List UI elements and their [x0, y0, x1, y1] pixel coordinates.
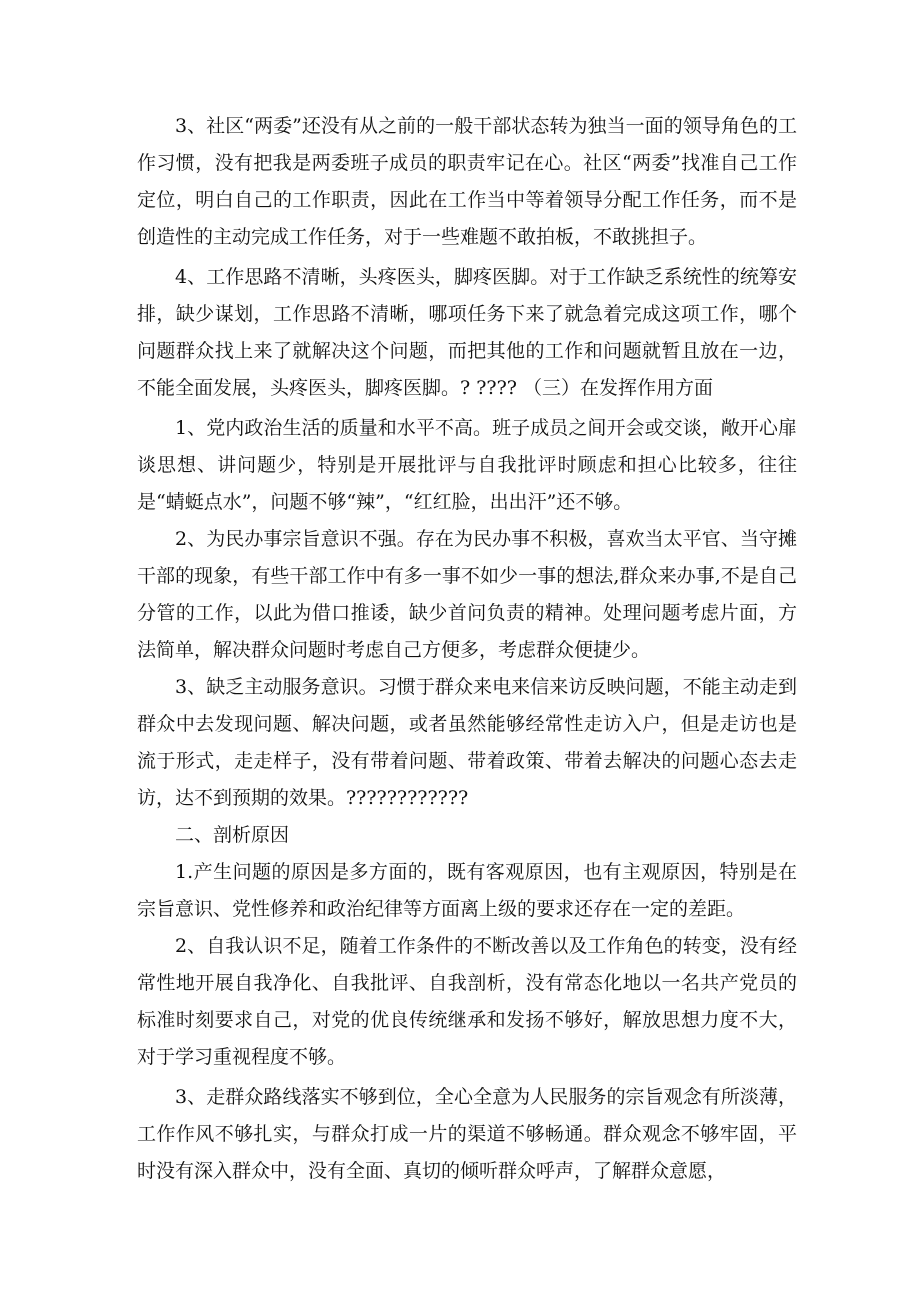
paragraph-3: 1、党内政治生活的质量和水平不高。班子成员之间开会或交谈，敞开心扉谈思想、讲问题少，特别是开展批评与自我批评时顾虑和担心比较多，往往是“蜻蜓点水”，问题不够“辣”，“红红脸，出出汗”还不够。: [137, 417, 797, 513]
paragraph-4: 2、为民办事宗旨意识不强。存在为民办事不积极，喜欢当太平官、当守摊干部的现象，有些干部工作中有多一事不如少一事的想法,群众来办事,不是自己分管的工作，以此为借口推诿，缺少首问负责的精神。处理问题考虑片面，方法简单，解决群众问题时考虑自己方便多，考虑群众便捷少。: [137, 528, 797, 661]
paragraph-7: 2、自我认识不足，随着工作条件的不断改善以及工作角色的转变，没有经常性地开展自我净化、自我批评、自我剖析，没有常态化地以一名共产党员的标准时刻要求自己，对党的优良传统继承和发扬不够好，解放思想力度不大，对于学习重视程度不够。: [137, 935, 797, 1068]
paragraph-5: 3、缺乏主动服务意识。习惯于群众来电来信来访反映问题，不能主动走到群众中去发现问题、解决问题，或者虽然能够经常性走访入户，但是走访也是流于形式，走走样子，没有带着问题、带着政策、带着去解决的问题心态去走访，达不到预期的效果。????????????: [137, 676, 797, 809]
paragraph-2: 4、工作思路不清晰，头疼医头，脚疼医脚。对于工作缺乏系统性的统筹安排，缺少谋划，工作思路不清晰，哪项任务下来了就急着完成这项工作，哪个问题群众找上来了就解决这个问题，而把其他的工作和问题就暂且放在一边，不能全面发展，头疼医头，脚疼医脚。? ???? （三）在发挥作用方面: [137, 266, 797, 399]
paragraph-8: 3、走群众路线落实不够到位，全心全意为人民服务的宗旨观念有所淡薄，工作作风不够扎实，与群众打成一片的渠道不够畅通。群众观念不够牢固，平时没有深入群众中，没有全面、真切的倾听群众呼声，了解群众意愿，: [137, 1086, 797, 1182]
paragraph-6: 1.产生问题的原因是多方面的，既有客观原因，也有主观原因，特别是在宗旨意识、党性修养和政治纪律等方面离上级的要求还存在一定的差距。: [137, 861, 797, 920]
paragraph-1: 3、社区“两委”还没有从之前的一般干部状态转为独当一面的领导角色的工作习惯，没有把我是两委班子成员的职责牢记在心。社区“两委”找准自己工作定位，明白自己的工作职责，因此在工作当中等着领导分配工作任务，而不是创造性的主动完成工作任务，对于一些难题不敢拍板，不敢挑担子。: [137, 115, 797, 248]
section-heading: 二、剖析原因: [175, 824, 290, 846]
document-body: [137, 108, 797, 1190]
